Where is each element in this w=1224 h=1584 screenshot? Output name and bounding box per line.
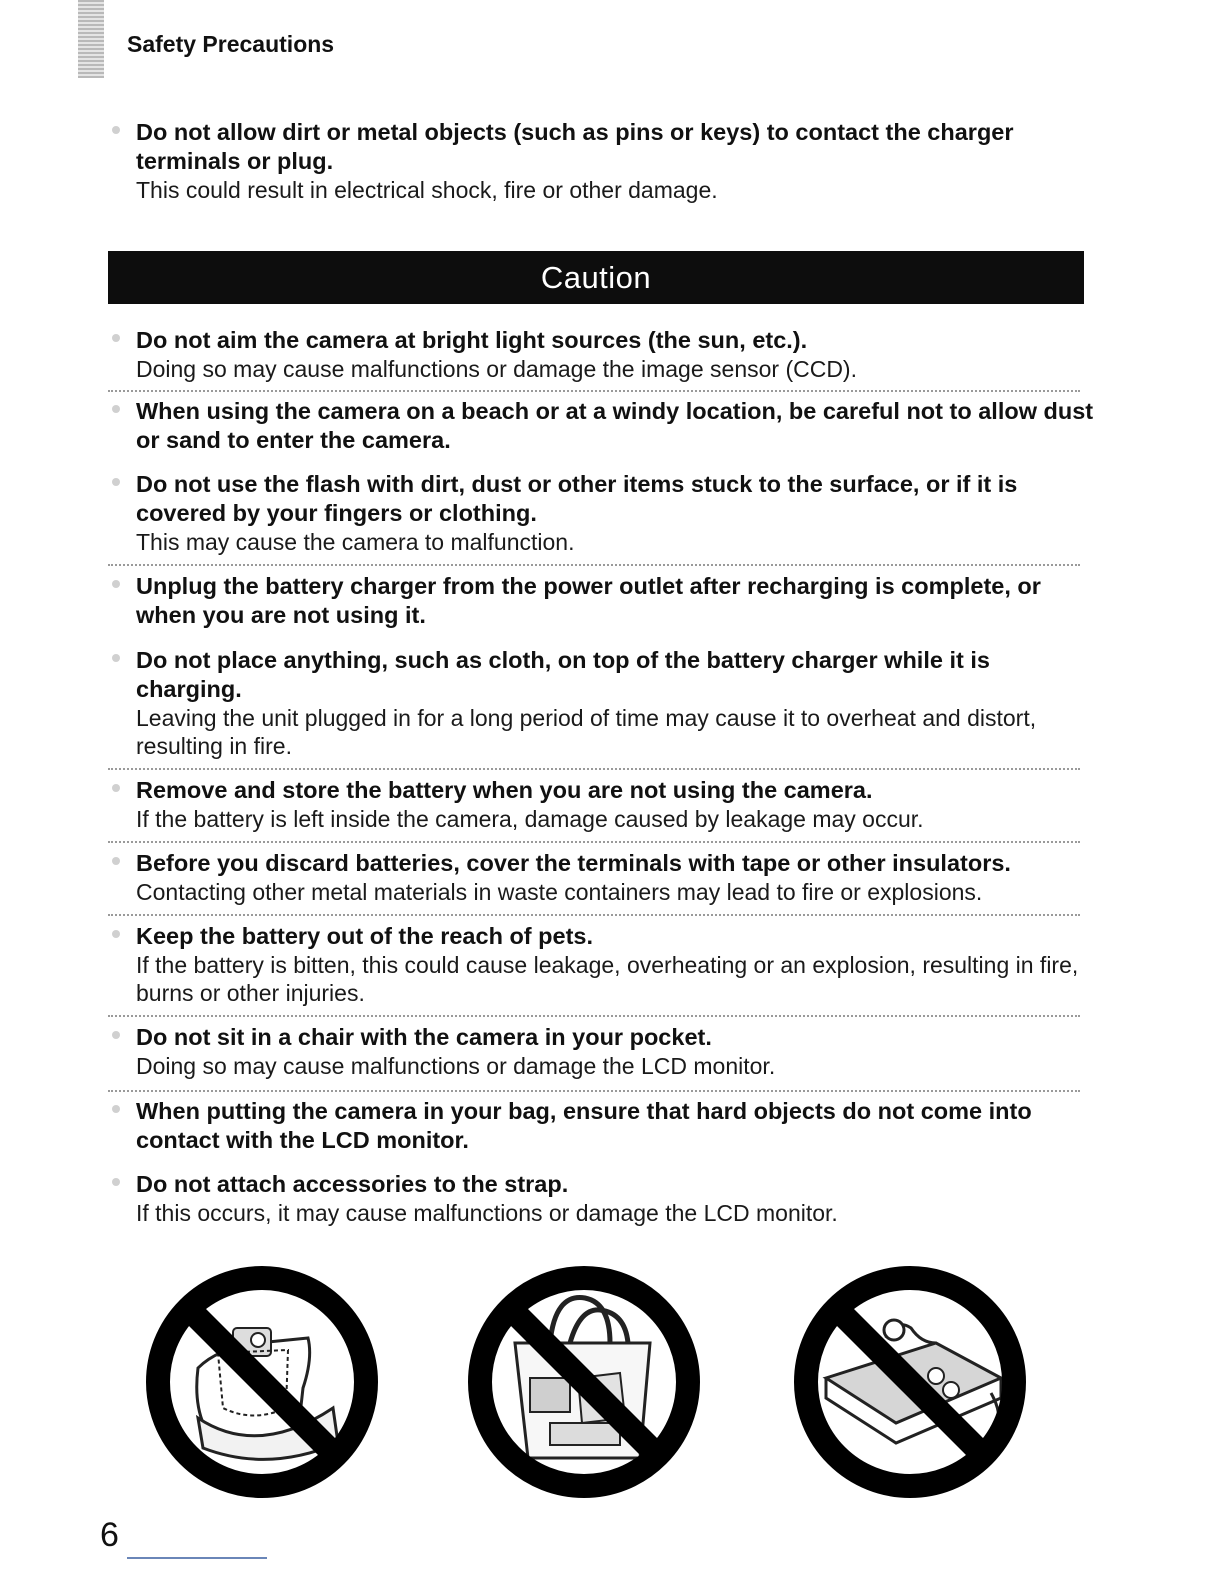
item-heading: Do not sit in a chair with the camera in your pocket.: [136, 1024, 712, 1050]
item-heading: Remove and store the battery when you are not using the camera.: [136, 777, 873, 803]
caution-item-bright-light: [136, 326, 1094, 383]
dotted-divider: [108, 390, 1080, 392]
bullet-icon: [112, 126, 120, 134]
item-heading: Before you discard batteries, cover the terminals with tape or other insulators.: [136, 850, 1011, 876]
bullet-icon: [112, 1105, 120, 1113]
bullet-icon: [112, 930, 120, 938]
caution-item-beach-wind: [136, 397, 1094, 455]
bullet-icon: [112, 405, 120, 413]
item-heading: Do not attach accessories to the strap.: [136, 1171, 569, 1197]
caution-item-sit-pocket: [136, 1023, 1094, 1080]
item-heading: Unplug the battery charger from the power outlet after recharging is complete, or when you are not using it.: [136, 573, 1041, 628]
dotted-divider: [108, 1090, 1080, 1092]
caution-item-strap: [136, 1170, 1094, 1227]
item-body: If the battery is left inside the camera, damage caused by leakage may occur.: [136, 806, 924, 832]
bullet-icon: [112, 857, 120, 865]
page-number-underline: [127, 1557, 267, 1559]
item-heading: Do not use the flash with dirt, dust or other items stuck to the surface, or if it is covered by your fingers or clothing.: [136, 471, 1018, 526]
dotted-divider: [108, 841, 1080, 843]
bullet-icon: [112, 580, 120, 588]
dotted-divider: [108, 564, 1080, 566]
section-title: Safety Precautions: [127, 31, 335, 57]
item-body: Doing so may cause malfunctions or damage the image sensor (CCD).: [136, 356, 857, 382]
item-body: If this occurs, it may cause malfunctions or damage the LCD monitor.: [136, 1200, 838, 1226]
caution-item-store-battery: [136, 776, 1094, 833]
dotted-divider: [108, 768, 1080, 770]
bullet-icon: [112, 334, 120, 342]
item-body: If the battery is bitten, this could cause leakage, overheating or an explosion, resulting in fire, burns or other injuries.: [136, 952, 1079, 1006]
bullet-icon: [112, 784, 120, 792]
bullet-icon: [112, 654, 120, 662]
caution-banner: Caution: [108, 251, 1084, 304]
no-camera-in-pocket-icon: [138, 1258, 386, 1506]
no-strap-accessories-icon: [786, 1258, 1034, 1506]
caution-item-flash-surface: [136, 470, 1094, 556]
page-number: 6: [100, 1516, 119, 1554]
item-heading: Do not aim the camera at bright light sources (the sun, etc.).: [136, 327, 808, 353]
item-heading: Do not allow dirt or metal objects (such as pins or keys) to contact the charger terminals or plug.: [136, 119, 1014, 174]
item-heading: Keep the battery out of the reach of pets.: [136, 923, 594, 949]
warning-item-charger-terminals: [136, 118, 1094, 204]
bullet-icon: [112, 1031, 120, 1039]
item-body: Leaving the unit plugged in for a long period of time may cause it to overheat and distort, resulting in fire.: [136, 705, 1037, 759]
caution-item-pets: [136, 922, 1094, 1007]
item-heading: When using the camera on a beach or at a windy location, be careful not to allow dust or sand to enter the camera.: [136, 398, 1094, 453]
dotted-divider: [108, 914, 1080, 916]
caution-item-unplug-charger: [136, 572, 1094, 630]
caution-item-cover-charger: [136, 646, 1094, 760]
item-body: This may cause the camera to malfunction.: [136, 529, 575, 555]
item-heading: When putting the camera in your bag, ensure that hard objects do not come into contact with the LCD monitor.: [136, 1098, 1032, 1153]
item-heading: Do not place anything, such as cloth, on top of the battery charger while it is charging.: [136, 647, 990, 702]
item-body: This could result in electrical shock, fire or other damage.: [136, 177, 718, 203]
item-body: Doing so may cause malfunctions or damage the LCD monitor.: [136, 1053, 776, 1079]
bullet-icon: [112, 478, 120, 486]
no-hard-objects-in-bag-icon: [460, 1258, 708, 1506]
item-body: Contacting other metal materials in waste containers may lead to fire or explosions.: [136, 879, 983, 905]
caution-item-discard-batteries: [136, 849, 1094, 906]
caution-item-bag: [136, 1097, 1094, 1155]
bullet-icon: [112, 1178, 120, 1186]
dotted-divider: [108, 1015, 1080, 1017]
section-tab-marker: [78, 0, 104, 78]
